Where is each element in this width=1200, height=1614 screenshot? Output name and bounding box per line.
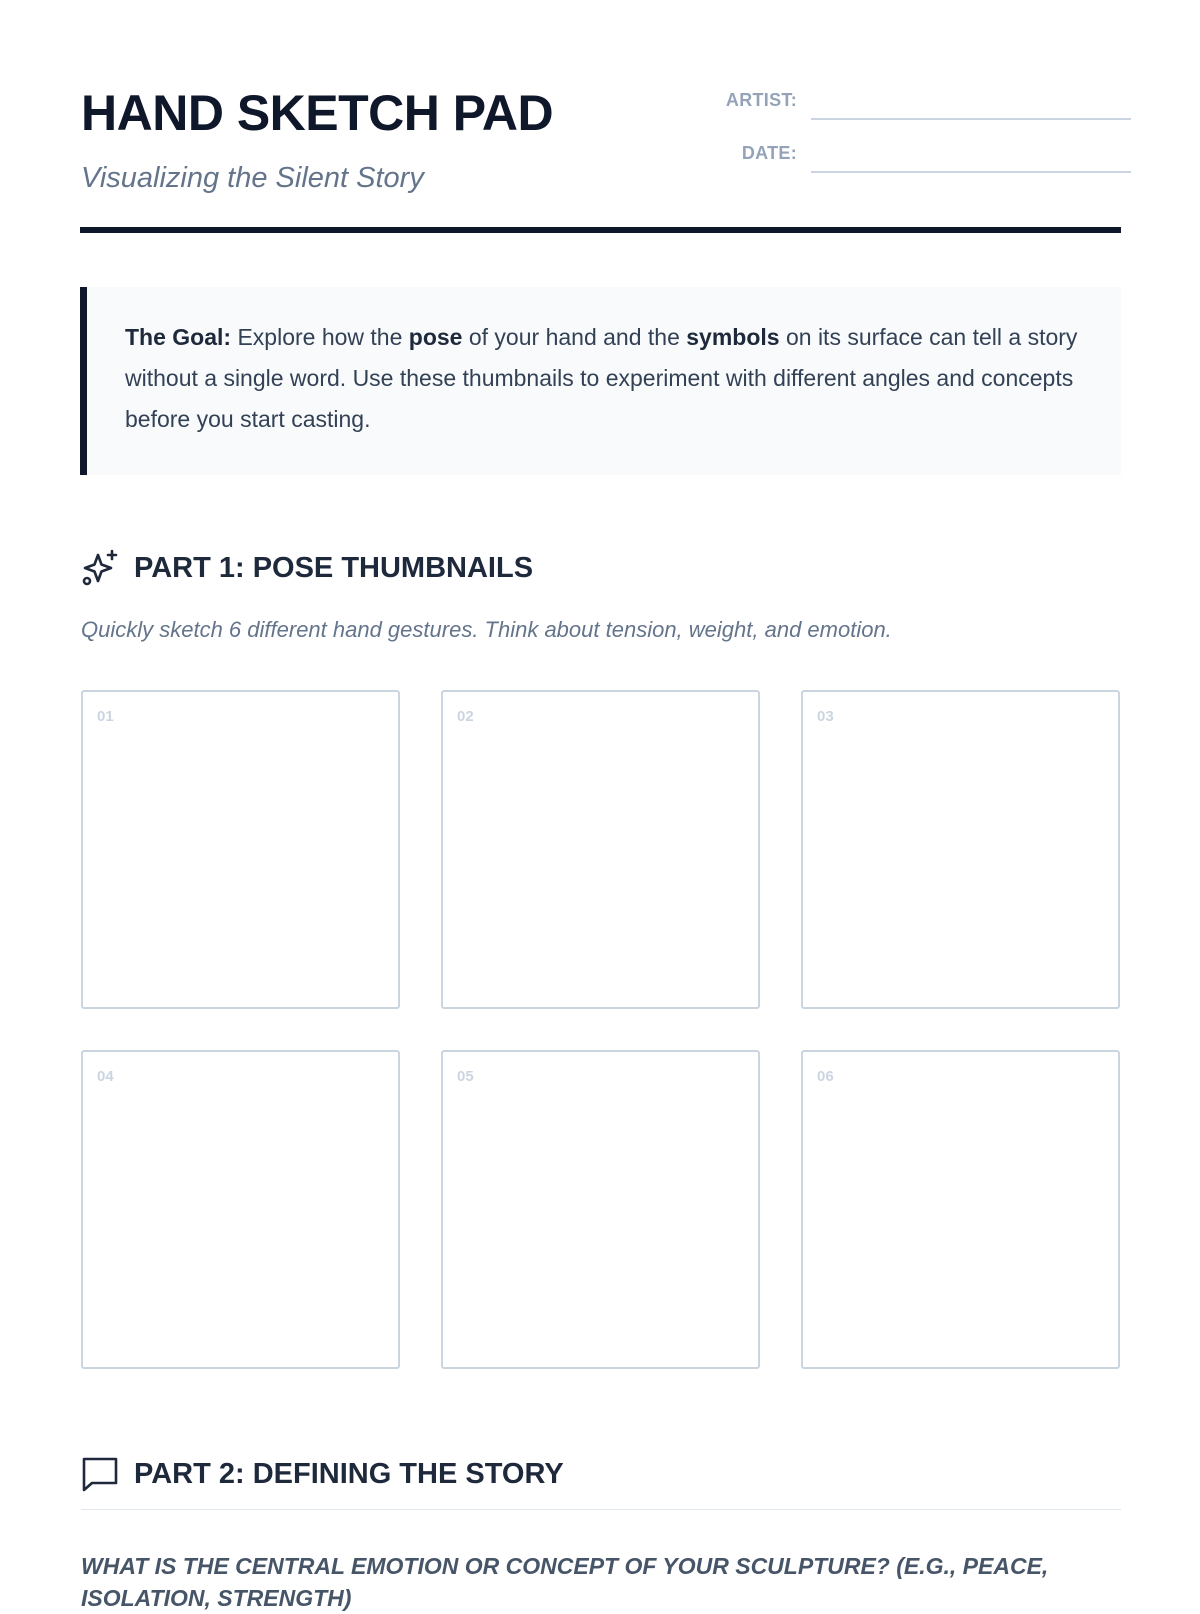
goal-text-2: of your hand and the [462,324,687,350]
part2-divider [81,1509,1121,1510]
page-title: HAND SKETCH PAD [81,85,554,141]
sparkles-icon [81,549,119,587]
sketch-thumbnail-box[interactable] [441,690,760,1009]
goal-symbols: symbols [686,324,780,350]
date-line[interactable] [811,171,1131,173]
header [81,80,1121,232]
part2-heading [81,1451,1121,1495]
date-label: DATE: [741,143,797,163]
date-field[interactable] [691,133,1121,173]
artist-line[interactable] [811,118,1131,120]
thumbnail-number: 01 [97,708,114,725]
sketch-thumbnail-box[interactable] [81,690,400,1009]
part1-description: Quickly sketch 6 different hand gestures. Think about tension, weight, and emotion. [81,617,892,642]
goal-text [125,317,1100,440]
part1-title: PART 1: POSE THUMBNAILS [134,552,534,584]
worksheet-page [81,0,1121,1611]
page-subtitle: Visualizing the Silent Story [81,162,424,194]
part2-title: PART 2: DEFINING THE STORY [134,1458,564,1490]
thumbnail-number: 03 [817,708,834,725]
goal-callout [80,287,1121,475]
part2-question: WHAT IS THE CENTRAL EMOTION OR CONCEPT OF YOUR SCULPTURE? (E.G., PEACE, ISOLATION, STRENGTH) [81,1553,1049,1611]
speech-bubble-icon [81,1455,119,1493]
thumbnail-number: 02 [457,708,474,725]
thumbnail-number: 06 [817,1068,834,1085]
sketch-thumbnail-box[interactable] [801,1050,1120,1369]
thumbnail-number: 05 [457,1068,474,1085]
goal-lead: The Goal: [125,324,232,350]
goal-text-1: Explore how the [231,324,409,350]
goal-pose: pose [408,324,463,350]
sketch-thumbnail-box[interactable] [801,690,1120,1009]
thumbnail-number: 04 [97,1068,114,1085]
header-divider [80,227,1121,233]
artist-field[interactable] [691,80,1121,120]
sketch-thumbnail-box[interactable] [81,1050,400,1369]
goal-text-3: on its surface can tell a story without a single word. Use these thumbnails to experiment with different angles and concepts before you start casting. [125,324,1078,432]
part1-heading [81,545,1121,589]
sketch-thumbnail-box[interactable] [441,1050,760,1369]
artist-label: ARTIST: [725,90,797,110]
